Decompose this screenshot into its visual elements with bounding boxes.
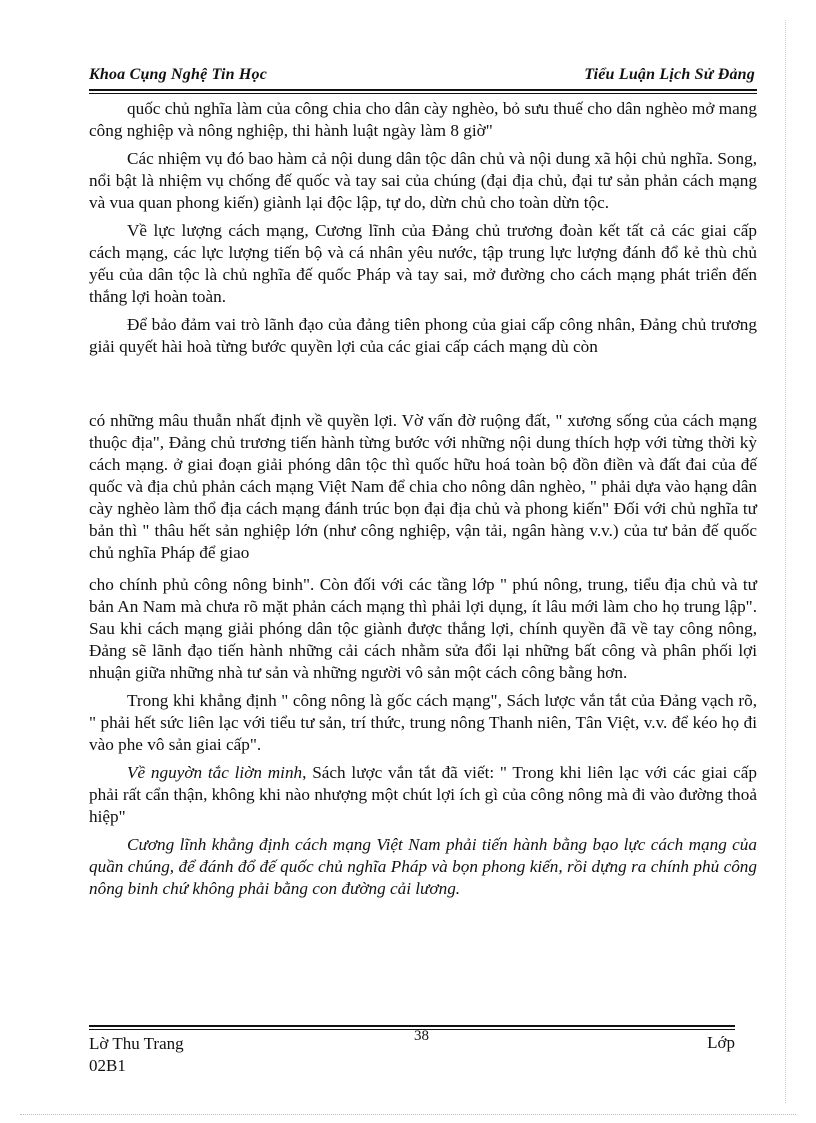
footer-rule-thin (89, 1029, 735, 1030)
paragraph: Trong khi khẳng định " công nông là gốc cách mạng", Sách lược vắn tắt của Đảng vạch rõ, " phải hết sức liên lạc với tiểu tư sản, trí thức, trung nông Thanh niên, Tân Việt, v.v. để kéo họ đi vào phe vô sản giai cấp". (89, 691, 757, 754)
text-block-2 (89, 410, 757, 570)
paragraph: có những mâu thuẫn nhất định về quyền lợi. Vờ vấn đờ ruộng đất, " xương sống của cách mạng thuộc địa", Đảng chủ trương tiến hành từng bước với những nội dung thích hợp với từng thời kỳ cách mạng. ở giai đoạn giải phóng dân tộc thì quốc hữu hoá toàn bộ đồn điền và đất đai của đế quốc và địa chủ phản cách mạng Việt Nam để chia cho nông dân nghèo, " phải dựa vào hạng dân cày nghèo làm thổ địa cách mạng đánh trúc bọn đại địa chủ và phong kiến" Đối với chủ nghĩa tư bản thì " thâu hết sản nghiệp lớn (như công nghiệp, vận tải, ngân hàng v.v.) của tư bản đế quốc chủ nghĩa Pháp để giao (89, 411, 757, 562)
page-border-right (784, 20, 786, 1103)
header-faculty: Khoa Cụng Nghệ Tin Học (89, 66, 268, 83)
paragraph-text: , Sách lược vắn tắt đã viết: " Trong khi liên lạc với các giai cấp phải rất cẩn thận, không khi nào nhượng một chút lợi ích gì của công nông mà đi vào đường thoả hiệp" (89, 763, 758, 826)
class-label: Lớp (707, 1033, 735, 1052)
paragraph (89, 762, 757, 828)
text-block-1 (89, 98, 757, 364)
page-border-bottom (20, 1113, 796, 1115)
author-name (89, 1033, 184, 1077)
paragraph: quốc chủ nghĩa làm của công chia cho dân cày nghèo, bỏ sưu thuế cho dân nghèo mở mang công nghiệp và nông nghiệp, thi hành luật ngày làm 8 giờ" (89, 99, 757, 140)
footer-rule (89, 1025, 735, 1027)
header-rule-thin (89, 93, 757, 94)
header-subject: Tiểu Luận Lịch Sử Đảng (584, 66, 755, 83)
paragraph: Các nhiệm vụ đó bao hàm cả nội dung dân tộc dân chủ và nội dung xã hội chủ nghĩa. Song, nổi bật là nhiệm vụ chống đế quốc và tay sai của chúng (đại địa chủ, đại tư sản phản cách mạng và vua quan phong kiến) giành lại độc lập, tự do, dừn chủ cho toàn dừn tộc. (89, 149, 757, 212)
text-block-3 (89, 574, 757, 906)
paragraph: cho chính phủ công nông binh". Còn đối với các tầng lớp " phú nông, trung, tiểu địa chủ và tư bản An Nam mà chưa rõ mặt phản cách mạng thì phải lợi dụng, ít lâu mới làm cho họ trung lập". Sau khi cách mạng giải phóng dân tộc giành được thắng lợi, chính quyền đã về tay công nông, Đảng sẽ lãnh đạo tiến hành những cải cách nhằm sửa đổi lại những bất công và phân phối lợi nhuận giữa những nhà tư sản và những người vô sản một cách công bằng hơn. (89, 575, 757, 682)
paragraph-italic: Cương lĩnh khẳng định cách mạng Việt Nam phải tiến hành bằng bạo lực cách mạng của quần chúng, để đánh đổ đế quốc chủ nghĩa Pháp và bọn phong kiến, rồi dựng ra chính phủ công nông binh chứ không phải bằng con đường cải lương. (89, 835, 757, 898)
page-number: 38 (414, 1028, 429, 1044)
page-header (89, 66, 755, 88)
italic-phrase: Về nguyờn tắc liờn minh (127, 763, 303, 782)
paragraph: Về lực lượng cách mạng, Cương lĩnh của Đảng chủ trương đoàn kết tất cả các giai cấp cách mạng, các lực lượng tiến bộ và cá nhân yêu nước, tập trung lực lượng đánh đổ kẻ thù chủ yếu của dân tộc là chủ nghĩa đế quốc Pháp và tay sai, mở đường cho cách mạng phát triển đến thắng lợi hoàn toàn. (89, 221, 757, 306)
header-rule (89, 89, 757, 91)
author-line-1: Lờ Thu Trang (89, 1034, 184, 1053)
author-line-2: 02B1 (89, 1056, 126, 1075)
paragraph: Để bảo đảm vai trò lãnh đạo của đảng tiên phong của giai cấp công nhân, Đảng chủ trương giải quyết hài hoà từng bước quyền lợi của các giai cấp cách mạng dù còn (89, 315, 757, 356)
